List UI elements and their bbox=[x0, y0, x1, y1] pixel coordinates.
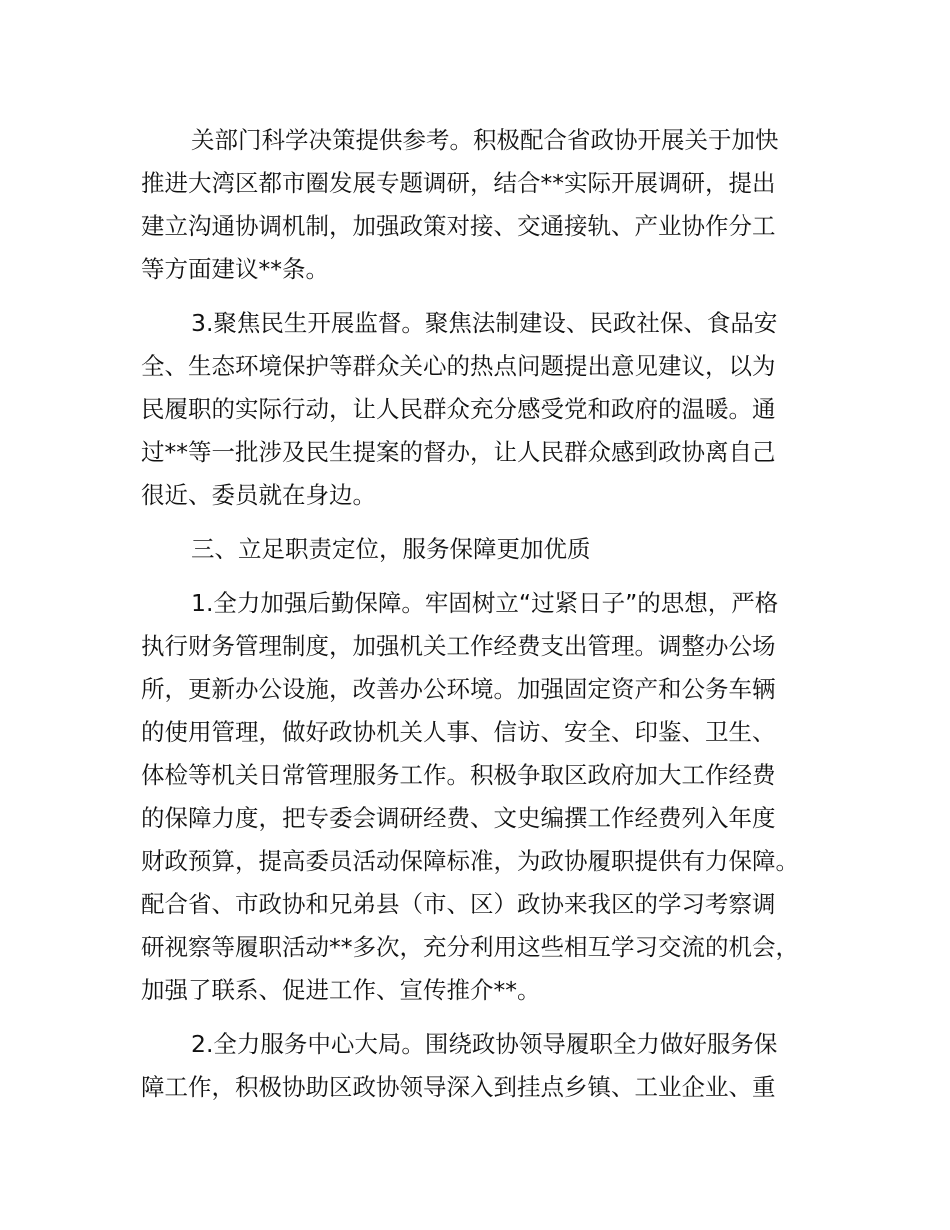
paragraph-3-line-10: 加强了联系、促进工作、宣传推介**。 bbox=[141, 976, 541, 1004]
paragraph-2-line-5: 很近、委员就在身边。 bbox=[141, 481, 376, 509]
paragraph-1 bbox=[141, 119, 841, 291]
paragraph-3-line-1: 1.全力加强后勤保障。牢固树立“过紧日子”的思想，严格 bbox=[191, 589, 779, 617]
section-heading bbox=[141, 528, 841, 571]
paragraph-2-line-3: 民履职的实际行动，让人民群众充分感受党和政府的温暖。通 bbox=[141, 395, 776, 423]
paragraph-3-line-3: 所，更新办公设施，改善办公环境。加强固定资产和公务车辆 bbox=[141, 675, 776, 703]
paragraph-4-line-1: 2.全力服务中心大局。围绕政协领导履职全力做好服务保 bbox=[191, 1030, 778, 1058]
paragraph-3-line-8: 配合省、市政协和兄弟县（市、区）政协来我区的学习考察调 bbox=[141, 890, 776, 918]
paragraph-3-line-6: 的保障力度，把专委会调研经费、文史编撰工作经费列入年度 bbox=[141, 804, 776, 832]
paragraph-1-line-2: 推进大湾区都市圈发展专题调研，结合**实际开展调研，提出 bbox=[141, 169, 776, 197]
paragraph-3-line-2: 执行财务管理制度，加强机关工作经费支出管理。调整办公场 bbox=[141, 632, 776, 660]
paragraph-3 bbox=[141, 582, 841, 1012]
paragraph-2 bbox=[141, 302, 841, 517]
paragraph-4-line-2: 障工作，积极协助区政协领导深入到挂点乡镇、工业企业、重 bbox=[141, 1073, 776, 1101]
paragraph-2-line-1: 3.聚焦民生开展监督。聚焦法制建设、民政社保、食品安 bbox=[191, 309, 778, 337]
section-heading-text: 三、立足职责定位，服务保障更加优质 bbox=[191, 535, 591, 563]
paragraph-1-line-3: 建立沟通协调机制，加强政策对接、交通接轨、产业协作分工 bbox=[141, 212, 776, 240]
paragraph-3-line-4: 的使用管理，做好政协机关人事、信访、安全、印鉴、卫生、 bbox=[141, 718, 776, 746]
paragraph-3-line-9: 研视察等履职活动**多次，充分利用这些相互学习交流的机会， bbox=[141, 933, 799, 961]
paragraph-4 bbox=[141, 1023, 841, 1109]
paragraph-2-line-2: 全、生态环境保护等群众关心的热点问题提出意见建议，以为 bbox=[141, 352, 776, 380]
paragraph-2-line-4: 过**等一批涉及民生提案的督办，让人民群众感到政协离自己 bbox=[141, 438, 776, 466]
body-text bbox=[141, 119, 841, 1120]
paragraph-1-line-1: 关部门科学决策提供参考。积极配合省政协开展关于加快 bbox=[191, 126, 779, 154]
paragraph-3-line-7: 财政预算，提高委员活动保障标准，为政协履职提供有力保障。 bbox=[141, 847, 799, 875]
paragraph-3-line-5: 体检等机关日常管理服务工作。积极争取区政府加大工作经费 bbox=[141, 761, 776, 789]
paragraph-1-line-4: 等方面建议**条。 bbox=[141, 255, 329, 283]
